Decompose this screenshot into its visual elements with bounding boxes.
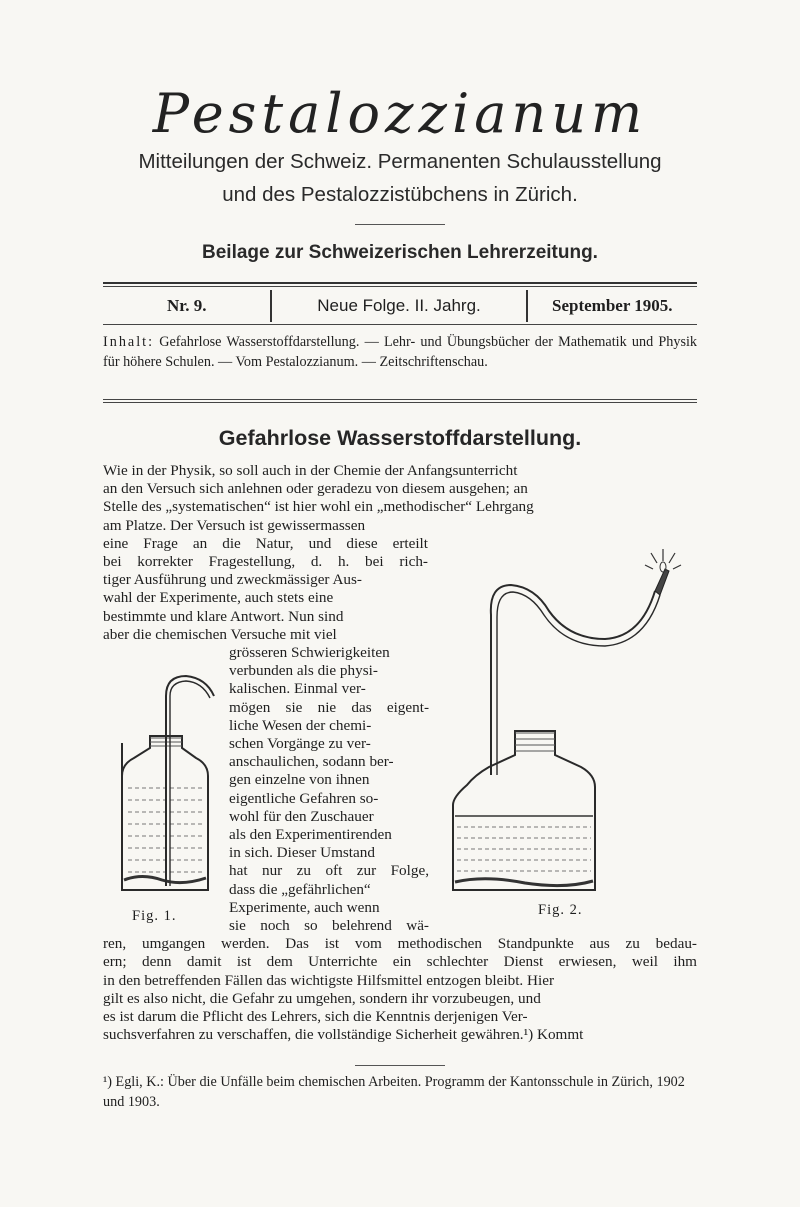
issue-number: Nr. 9. — [166, 296, 207, 315]
article-line-text: in den betreffenden Fällen das wichtigste Hilfsmittel entzogen bleibt. Hier — [103, 971, 554, 989]
contents-rule-2 — [103, 402, 697, 403]
article-line — [103, 480, 697, 498]
supplement-note: Beilage zur Schweizerischen Lehrerzeitung. — [202, 242, 598, 263]
article-line-text: kalischen. Einmal ver- — [229, 680, 366, 698]
article-line-text: eine Frage an die Natur, und diese erteilt — [103, 534, 428, 552]
article-line — [103, 953, 697, 971]
masthead-title: Pestalozzianum — [152, 82, 648, 145]
article-line-text: aber die chemischen Versuche mit viel — [103, 625, 337, 643]
article-line-text: in sich. Dieser Umstand — [229, 844, 375, 862]
footnote: ¹) Egli, K.: Über die Unfälle beim chemischen Arbeiten. Programm der Kantonsschule in Zürich, 1902 und 1903. — [103, 1074, 685, 1110]
article-line-text: wohl für den Zuschauer — [229, 807, 374, 825]
article-line-text: Stelle des „systematischen“ ist hier wohl ein „methodischer“ Lehrgang — [103, 498, 534, 516]
figure-2-caption: Fig. 2. — [538, 902, 583, 918]
article-line-text: Wie in der Physik, so soll auch in der Chemie der Anfangsunterricht — [103, 462, 518, 479]
article-line — [229, 680, 429, 698]
issue-top-rule — [103, 282, 697, 284]
article-line-text: gilt es also nicht, die Gefahr zu umgehen, sondern ihr vorzubeugen, und — [103, 989, 541, 1007]
issue-bar — [103, 290, 697, 322]
article-line-text: anschaulichen, sodann ber- — [229, 753, 394, 771]
article-line-text: bei korrekter Fragestellung, d. h. bei rich- — [103, 553, 428, 570]
article-line — [229, 790, 429, 808]
article-line — [229, 717, 429, 735]
article-line — [229, 662, 429, 680]
article-line-text: mögen sie nie das eigent- — [229, 698, 429, 716]
article-line-text: ren, umgangen werden. Das ist vom methodischen Standpunkte aus zu bedau- — [103, 935, 697, 953]
article-line-text: hat nur zu oft zur Folge, — [229, 862, 429, 880]
article-line-text: eigentliche Gefahren so- — [229, 789, 379, 807]
article-line — [229, 826, 429, 844]
article-line-text: liche Wesen der chemi- — [229, 716, 372, 734]
footnote-separator — [355, 1065, 445, 1066]
article-line-text: dass die „gefährlichen“ — [229, 880, 371, 898]
article-line — [229, 899, 429, 917]
article-line — [229, 699, 429, 717]
issue-bottom-rule — [103, 324, 697, 325]
article-line — [103, 462, 697, 480]
article-line-text: verbunden als die physi- — [229, 662, 378, 680]
issue-series: Neue Folge. II. Jahrg. — [270, 290, 525, 322]
article-line — [103, 990, 697, 1008]
article-line-text: grösseren Schwierigkeiten — [229, 644, 390, 661]
figure-1-illustration — [112, 668, 222, 908]
article-line — [103, 589, 428, 607]
article-line — [229, 771, 429, 789]
article-line — [103, 1008, 697, 1026]
masthead-subtitle-line-2: und des Pestalozzistübchens in Zürich. — [222, 183, 578, 206]
article-line — [229, 844, 429, 862]
article-line-text: wahl der Experimente, auch stets eine — [103, 589, 334, 607]
article-line — [229, 808, 429, 826]
contents-label: Inhalt: — [103, 334, 155, 350]
article-line — [103, 517, 428, 535]
article-line — [103, 608, 428, 626]
article-line — [103, 553, 428, 571]
article-line — [229, 735, 429, 753]
table-of-contents — [103, 332, 697, 372]
article-line-text: ern; denn damit ist dem Unterrichte ein schlechter Dienst erwiesen, weil ihm — [103, 953, 697, 971]
article-line — [103, 498, 697, 516]
article-line — [229, 917, 429, 935]
article-line — [103, 1026, 697, 1044]
article-line — [229, 753, 429, 771]
article-line — [103, 972, 697, 990]
article-line-text: sie noch so belehrend wä- — [229, 917, 429, 934]
article-line-text: Experimente, auch wenn — [229, 898, 380, 916]
contents-text: Gefahrlose Wasserstoffdarstellung. — Lehr- und Übungsbücher der Mathematik und Physik für höhere Schulen. — Vom Pestalozzianum. — Zeitschriftenschau. — [103, 334, 697, 370]
figure-2-illustration — [445, 535, 685, 900]
figure-1-caption: Fig. 1. — [132, 908, 177, 924]
header-separator — [355, 224, 445, 225]
article-line-text: schen Vorgänge zu ver- — [229, 735, 371, 752]
article-line-text: an den Versuch sich anlehnen oder geradezu von diesem ausgehen; an — [103, 480, 528, 498]
article-line-text: tiger Ausführung und zweckmässiger Aus- — [103, 571, 362, 589]
article-line — [229, 862, 429, 880]
article-line-text: suchsverfahren zu verschaffen, die vollständige Sicherheit gewähren.¹) Kommt — [103, 1026, 584, 1044]
article-line — [103, 935, 697, 953]
issue-top-rule-thin — [103, 286, 697, 287]
article-line-text: es ist darum die Pflicht des Lehrers, sich die Kenntnis derjenigen Ver- — [103, 1008, 528, 1025]
article-line-text: als den Experimentirenden — [229, 826, 392, 843]
article-line — [229, 881, 429, 899]
article-line-text: bestimmte und klare Antwort. Nun sind — [103, 607, 344, 625]
article-line-text: am Platze. Der Versuch ist gewissermassen — [103, 516, 366, 534]
contents-rule-1 — [103, 399, 697, 400]
article-title: Gefahrlose Wasserstoffdarstellung. — [218, 426, 582, 450]
article-line-text: gen einzelne von ihnen — [229, 771, 370, 789]
article-line — [103, 571, 428, 589]
article-line — [229, 644, 429, 662]
article-line — [103, 626, 428, 644]
article-line — [103, 535, 428, 553]
masthead-subtitle-line-1: Mitteilungen der Schweiz. Permanenten Schulausstellung — [138, 150, 662, 173]
issue-date: September 1905. — [526, 290, 697, 322]
